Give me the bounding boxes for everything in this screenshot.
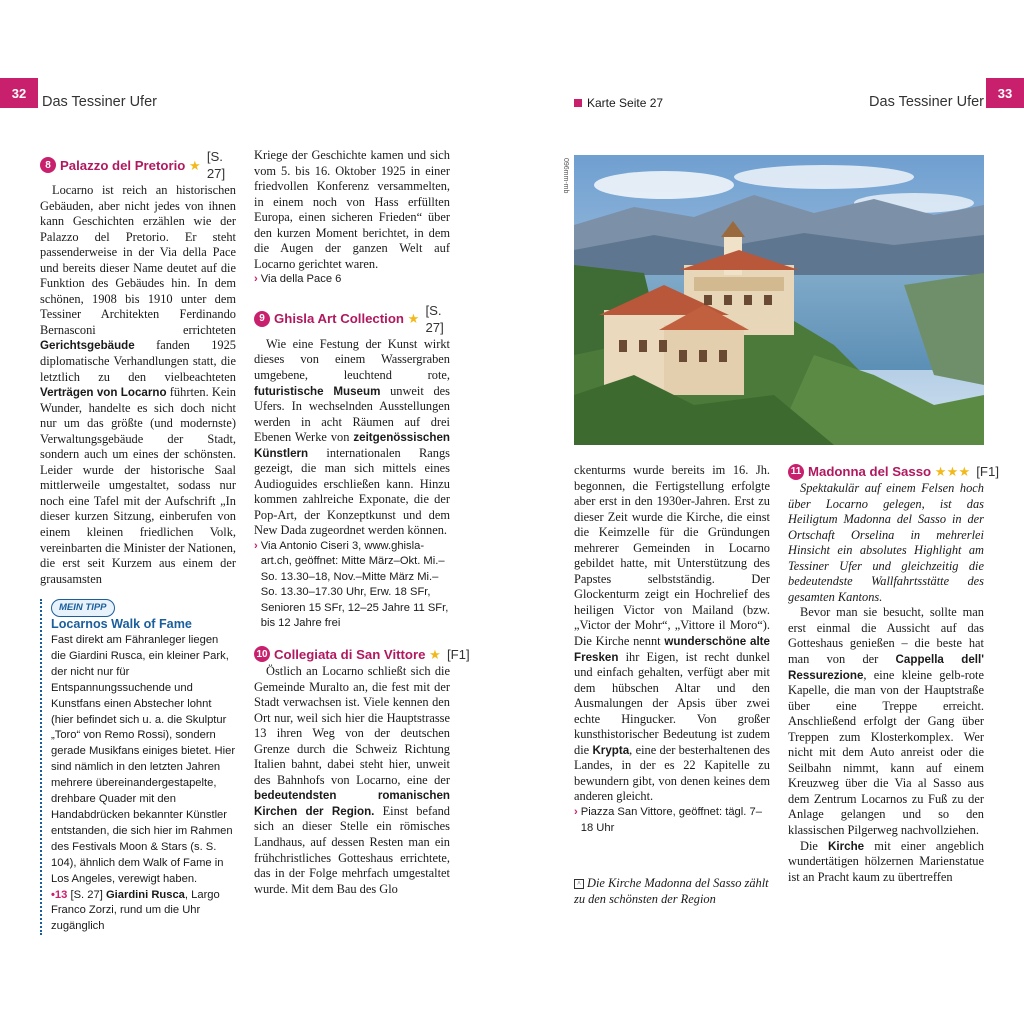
address-text: Via della Pace 6 <box>260 273 342 286</box>
column-3 <box>574 463 770 907</box>
location-marker: •13 <box>51 888 68 901</box>
body-text: fanden 1925 diplomatische Verhandlungen statt, die letztlich zu den vielbeachteten <box>40 338 236 384</box>
entry-title: Palazzo del Pretorio <box>60 157 186 173</box>
bold-text: Cappella dell' Ressurezione <box>788 653 984 682</box>
photo-credit: 096mm-mb <box>562 158 569 194</box>
entry-10-text <box>254 664 450 897</box>
body-text: ckenturms wurde bereits im 16. Jh. begonnen, die Fertigstellung erfolgte aber erst in den 1930er-Jahren. Erst zu dieser Zeit wurde die Kirche, die einst die Keimzelle für die Gründungen mehrerer Gemeinden in Locarno gebildet hatte, mit Unterstützung des Papstes selbstständig. Der Glockenturm zeigt ein Hochrelief des heiligen Victor von Mailand (bzw. „Victor der Mohr“, „Vittore il Moro“). Die Kirche nennt <box>574 463 770 649</box>
entry-9-heading <box>254 302 450 336</box>
map-grid-ref: [S. 27] <box>425 302 444 335</box>
entry-title: Madonna del Sasso <box>808 464 932 479</box>
church-photo-illustration <box>574 155 984 445</box>
page-number-right <box>986 78 1024 108</box>
map-grid-ref: [F1] <box>976 464 999 479</box>
entry-11-lead: Spektakulär auf einem Felsen hoch über Locarno gelegen, ist das Heiligtum Madonna del Sasso in der Ortschaft Orselina in mehrerlei Hinsicht ein absolutes Highlight am Tessiner Ufer und gleichzeitig die bedeutendste Wallfahrtsstätte des gesamten Kantons. <box>788 481 984 604</box>
entry-number-badge: 9 <box>254 311 270 327</box>
entry-9-text <box>254 337 450 539</box>
entry-8-text-continued: Kriege der Geschichte kamen und sich vom 5. bis 16. Oktober 1925 in einer friedvollen Konferenz versammelten, in einem noch von Hass erfüllten Europa, einen sicheren Frieden“ über den kurzen Moment berichtet, in dem die Augen der ganzen Welt auf Locarno gerichtet waren. <box>254 148 450 271</box>
body-text: Die <box>800 838 829 853</box>
column-1 <box>40 148 236 935</box>
bold-text: Krypta <box>592 743 630 757</box>
arrow-icon: › <box>574 806 578 819</box>
column-2 <box>254 148 470 897</box>
body-text: , eine der besterhaltenen des Landes, in der es 22 Kapitelle zu bewundern gibt, von denen keines dem anderen gleicht. <box>574 742 770 804</box>
body-text: , eine kleine gelb-rote Kapelle, die man von der Hauptstraße über eine Treppe erreicht. Anschließend erfolgt der Gang über Treppen zum Klosterkomplex. Wer nicht mit dem Auto anreist oder die Seilbahn nimmt, kann auf einem Kreuzweg über die Via al Sasso aus dem Zentrum Locarnos zu Fuß zu der Anlage gelangen und so den klassischen Pilgerweg nachvollziehen. <box>788 667 984 838</box>
body-text: Bevor man sie besucht, sollte man erst einmal die Aussicht auf das Gotteshaus genießen – die beste hat man von der <box>788 605 984 667</box>
entry-number-badge: 8 <box>40 157 56 173</box>
star-icon: ★★★ <box>934 464 971 479</box>
tip-address <box>51 888 236 936</box>
bold-text: Kirche <box>828 839 865 853</box>
entry-title: Ghisla Art Collection <box>274 311 404 327</box>
body-text: Wie eine Festung der Kunst wirkt dieses von einem Wassergraben umgebene, leuchtend rote, <box>254 336 450 382</box>
entry-10-info <box>574 805 770 836</box>
tip-box <box>40 599 236 935</box>
info-text: Via Antonio Ciseri 3, www.ghisla-art.ch, geöffnet: Mitte März–Okt. Mi.–So. 13.30–18, Nov.–Mitte März Mi.–So. 13.30–17.30 Uhr, Erw. 18 SFr, Senioren 15 SFr, 12–25 Jahre 11 SFr, bis 12 Jahre frei <box>260 539 449 630</box>
page-number-text: 32 <box>11 85 27 101</box>
star-icon: ★ <box>407 311 420 327</box>
star-icon: ★ <box>189 157 201 173</box>
body-text: mit einer angeblich wundertätigen hölzernen Marienstatue ist an Pracht kaum zu übertreffen <box>788 838 984 884</box>
arrow-icon: › <box>254 539 258 552</box>
running-head-right: Das Tessiner Ufer <box>869 94 984 110</box>
bold-text: Giardini Rusca <box>105 888 185 901</box>
map-grid-ref: [F1] <box>446 646 470 662</box>
entry-11-heading <box>788 463 999 480</box>
body-text: unweit des Ufers. In wechselnden Ausstellungen werden in acht Räumen auf drei Ebenen Werke von <box>254 383 450 445</box>
photo-caption <box>574 876 770 907</box>
caption-text: Die Kirche Madonna del Sasso zählt zu den schönsten der Region <box>574 876 769 906</box>
entry-10-text-continued <box>574 463 770 805</box>
bold-text: wunderschöne alte Fresken <box>574 635 770 664</box>
tip-text: Fast direkt am Fähranleger liegen die Giardini Rusca, ein kleiner Park, der nicht nur für Entspannungssuchende und Kunstfans einen Abstecher lohnt (hier befindet sich u. a. die Skulptur „Toro“ von Remo Rossi), sondern gerade Musikfans einiges bietet. Hier sind nämlich in den letzten Jahren mehrere übereinandergestapelte, drehbare Quader mit den Handabdrücken bekannter Künstler entstanden, die sich hier im Rahmen des Festivals Moon & Stars (s. S. 104), ähnlich dem Walk of Fame in Los Angeles, verewigt haben. <box>51 634 236 885</box>
star-icon: ★ <box>429 646 441 662</box>
bold-text: Gerichtsgebäude <box>40 339 135 353</box>
entry-9-info <box>254 539 450 632</box>
body-text: Locarno ist reich an historischen Gebäuden, aber nicht jedes von ihnen kann Geschichten erzählen wie der Palazzo del Pretorio. Er steht passenderweise in der Via della Pace und bereits dieser Name deutet auf die Funktion des Gebäudes hin. In dem schönen, 1908 bis 1910 unter dem Tessiner Architekten Ferdinando Bernasconi errichteten <box>40 183 236 337</box>
entry-8-text <box>40 183 236 587</box>
entry-number-badge: 10 <box>254 646 270 662</box>
running-head-left: Das Tessiner Ufer <box>42 94 157 110</box>
entry-11-text <box>788 605 984 838</box>
bold-text: futuristische Museum <box>254 384 381 398</box>
body-text: Östlich an Locarno schließt sich die Gemeinde Muralto an, die fest mit der Stadt verwachsen ist. Viele kennen den Ort nur, weil sich hier die Hauptstrasse 13 ihren Weg von der deutschen Grenze durch die Schweiz Richtung Italien bahnt, dabei steht hier, unweit des Bahnhofs von Locarno, eine der <box>254 663 450 787</box>
map-grid-ref: [S. 27] <box>70 888 103 901</box>
info-text: Piazza San Vittore, geöffnet: tägl. 7–18 Uhr <box>580 806 762 834</box>
entry-11-text-2 <box>788 839 984 886</box>
entry-8-heading <box>40 148 236 182</box>
arrow-icon: › <box>254 273 258 286</box>
mein-tipp-logo: MEIN TIPP <box>51 599 115 617</box>
map-reference <box>574 96 663 110</box>
square-marker-icon <box>574 99 582 107</box>
body-text: ihr Eigen, ist recht dunkel und einfach gehalten, verfügt aber mit dem hübschen Altar und den Ausmalungen der Apsis über zwei echte Hingucker. Von großer kunsthistorischer Bedeutung ist zudem die <box>574 649 770 757</box>
photo-madonna-del-sasso <box>574 155 984 445</box>
bold-text: zeitgenössischen Künstlern <box>254 431 450 460</box>
entry-8-address <box>254 272 450 288</box>
caption-pointer-icon: ^ <box>574 879 584 889</box>
map-grid-ref: [S. 27] <box>206 149 226 181</box>
address-text: , Largo Franco Zorzi, rund um die Uhr zugänglich <box>51 888 220 933</box>
entry-title: Collegiata di San Vittore <box>274 646 426 662</box>
body-text: führten. Kein Wunder, handelte es sich doch nicht nur um das größte (und modernste) Verwaltungsgebäude der Stadt, sondern auch um eines der schönsten. Leider wurde der historische Saal mittlerweile umgestaltet, sodass nur noch eine Tafel mit der Aufschrift „In dieser kurzen Sitzung, einberufen von einem kleinen friedlichen Volk, vereinbarten die Minister der Nationen, die erst seit Kurzem aus einem der grausamsten <box>40 385 236 586</box>
column-4 <box>788 463 999 885</box>
page-number-left <box>0 78 38 108</box>
map-reference-text: Karte Seite 27 <box>587 96 664 110</box>
page-number-text: 33 <box>997 85 1013 101</box>
tip-title: Locarnos Walk of Fame <box>51 617 192 632</box>
bold-text: bedeutendsten romanischen Kirchen der Region. <box>254 789 450 818</box>
bold-text: Verträgen von Locarno <box>40 386 167 400</box>
body-text: internationalen Rangs gezeigt, die man sich mittels eines Audioguides erschließen kann. Hinzu kommen zahlreiche Exponate, die der Pop-Art, der Konzeptkunst und dem New Dada zugeordnet werden können. <box>254 445 450 538</box>
entry-10-heading <box>254 646 470 663</box>
entry-number-badge: 11 <box>788 464 804 480</box>
body-text: Einst befand sich an dieser Stelle ein römisches Landhaus, auf dessen Resten man ein frühchristliches Gotteshaus errichtete, das in der Folge mehrfach umgestaltet wurde. Mit dem Bau des Glo <box>254 803 450 896</box>
